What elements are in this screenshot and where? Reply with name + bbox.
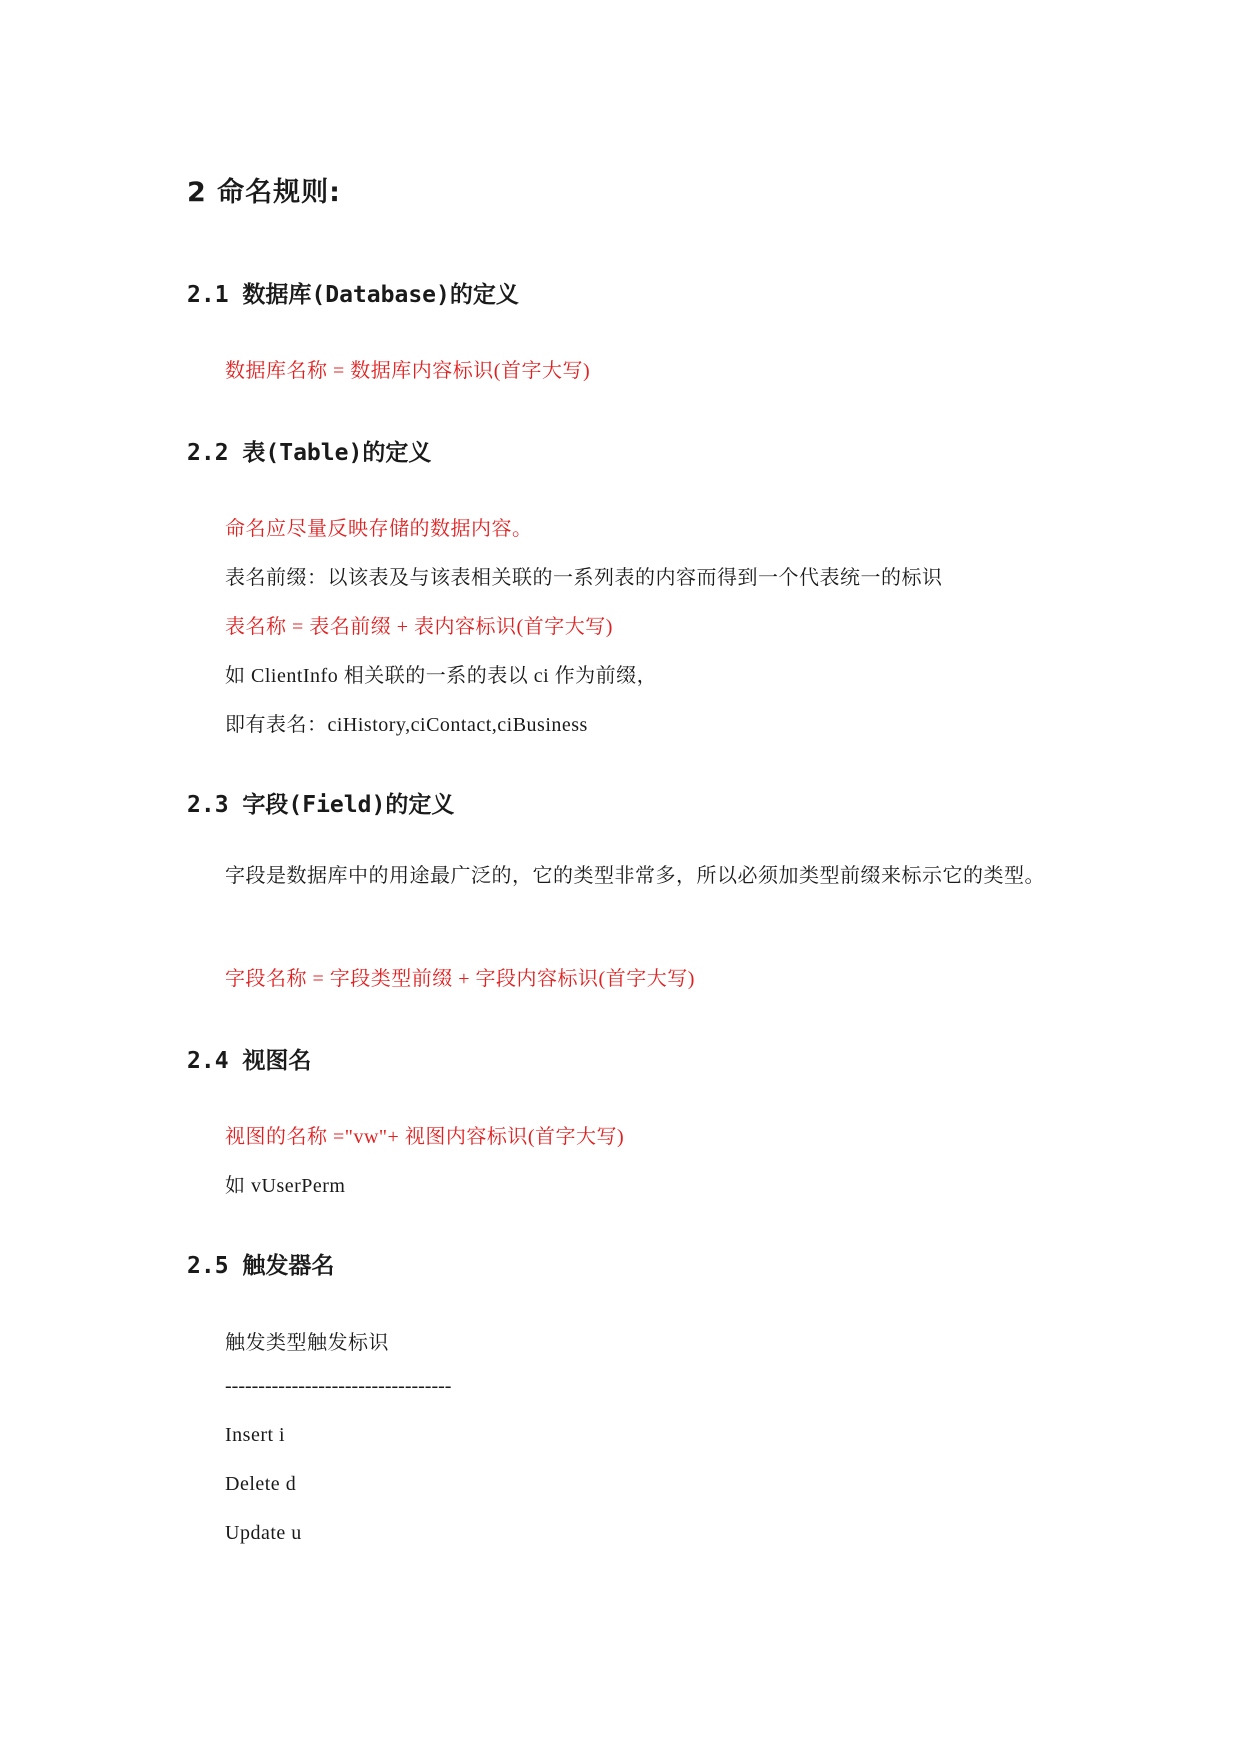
trigger-table-header: 触发类型触发标识 <box>225 1332 389 1354</box>
trigger-row-update: Update u <box>225 1522 302 1544</box>
database-name-rule: 数据库名称 = 数据库内容标识(首字大写) <box>225 360 591 382</box>
table-naming-note: 命名应尽量反映存储的数据内容。 <box>225 518 533 540</box>
trigger-row-delete: Delete d <box>225 1473 297 1495</box>
section-heading-trigger: 2.5 触发器名 <box>187 1253 335 1279</box>
field-description-paragraph: 字段是数据库中的用途最广泛的，它的类型非常多，所以必须加类型前缀来标示它的类型。 <box>225 865 1045 887</box>
field-name-rule: 字段名称 = 字段类型前缀 + 字段内容标识(首字大写) <box>225 968 695 990</box>
table-name-rule: 表名称 = 表名前缀 + 表内容标识(首字大写) <box>225 616 613 638</box>
page-title: 2 命名规则: <box>187 177 341 208</box>
table-prefix-definition: 表名前缀：以该表及与该表相关联的一系列表的内容而得到一个代表统一的标识 <box>225 567 943 589</box>
trigger-row-insert: Insert i <box>225 1424 286 1446</box>
trigger-table-divider: ---------------------------------- <box>225 1375 452 1397</box>
section-heading-view: 2.4 视图名 <box>187 1048 312 1074</box>
view-name-example: 如 vUserPerm <box>225 1175 346 1197</box>
table-prefix-example: 如 ClientInfo 相关联的一系的表以 ci 作为前缀， <box>225 665 658 687</box>
section-heading-table: 2.2 表(Table)的定义 <box>187 440 432 466</box>
table-name-example: 即有表名：ciHistory,ciContact,ciBusiness <box>225 714 588 736</box>
section-heading-field: 2.3 字段(Field)的定义 <box>187 792 455 818</box>
section-heading-database: 2.1 数据库(Database)的定义 <box>187 282 519 308</box>
view-name-rule: 视图的名称 ="vw"+ 视图内容标识(首字大写) <box>225 1126 625 1148</box>
